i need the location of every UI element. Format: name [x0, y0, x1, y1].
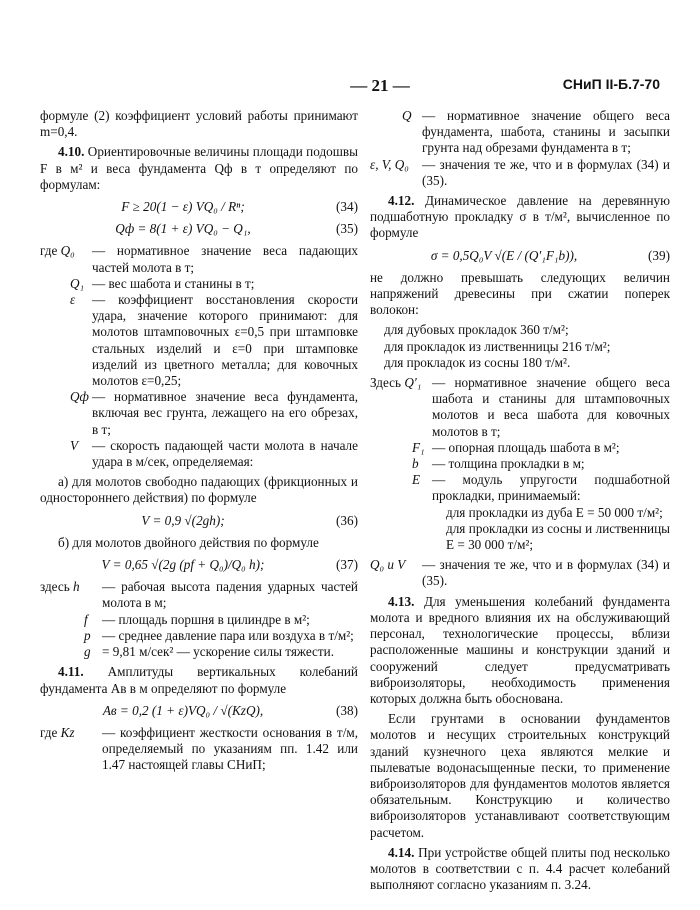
section-4-14 [370, 845, 670, 894]
page-number: — 21 — [350, 76, 410, 95]
definition-symbol: Q [402, 108, 412, 123]
definition [40, 644, 358, 660]
formula-number: (38) [336, 702, 358, 718]
definition-text: — скорость падающей части молота в начале удара в м/сек, определяемая: [92, 437, 358, 470]
paragraph: формуле (2) коэффициент условий работы принимают m=0,4. [40, 108, 358, 140]
definition [370, 375, 670, 440]
left-column [40, 108, 358, 774]
definitions-block [40, 579, 358, 660]
definition [370, 108, 670, 157]
definition-symbol: g [84, 644, 91, 660]
list-item: для прокладки из сосны и лиственницы E = 30 000 т/м²; [446, 520, 670, 553]
list-item: для прокладок из лиственницы 216 т/м²; [384, 338, 611, 354]
formula-37 [40, 557, 358, 573]
list-item-b: б) для молотов двойного действия по формуле [58, 534, 319, 550]
definition-text: — нормативное значение общего веса шабота и станины для штамповочных молотов и веса шабота для ковочных молотов в т; [432, 375, 670, 439]
where-label: Здесь [370, 375, 402, 391]
formula-36 [40, 513, 358, 529]
definition-text: — значения те же, что и в формулах (34) и (35). [422, 557, 670, 589]
definition-symbol: b [412, 456, 419, 472]
definition-text: — нормативное значение общего веса фундамента, шабота, станины и засыпки грунта над обрезами фундамента в т; [422, 108, 670, 156]
definition-symbol: F₁ [412, 439, 425, 455]
where-label: здесь [40, 579, 70, 595]
definition-symbol: ε, V, Q₀ [370, 156, 409, 172]
formula-body: σ = 0,5Q₀V √(E / (Q′₁F₁b)), [430, 247, 578, 263]
definition-symbol: f [84, 611, 88, 627]
section-number: 4.14. [388, 844, 415, 860]
definitions-block [40, 243, 358, 470]
section-4-10 [40, 144, 358, 193]
definitions-block [370, 108, 670, 189]
section-number: 4.12. [388, 193, 415, 209]
definition-text: — значения те же, что и в формулах (34) и (35). [422, 156, 670, 188]
definition-symbol: Kz [60, 724, 75, 740]
section-text: Для уменьшения колебаний фундамента молота и вредного влияния их на обслуживающий персонал, технологические процессы, вблизи расположенные машины и конструкции зданий и сооружений следует предусматривать виброизоляторы, необходимость применения которых должна быть обоснована. [370, 593, 670, 706]
definition-symbol: Q₀ [60, 243, 75, 259]
definition-symbol: Q′₁ [404, 375, 422, 391]
definition-symbol: Q₁ [70, 275, 85, 291]
formula-39 [370, 248, 670, 264]
definition [40, 438, 358, 470]
section-number: 4.13. [388, 593, 415, 609]
formula-35 [40, 221, 358, 237]
formula-body: Qф = 8(1 + ε) VQ₀ − Q₁, [115, 221, 251, 237]
definition-symbol: h [73, 579, 80, 595]
section-text: Динамическое давление на деревянную подшаботную прокладку σ в т/м², вычисленное по формуле [370, 193, 670, 241]
formula-34 [40, 199, 358, 215]
formula-number: (37) [336, 557, 358, 573]
definition [40, 612, 358, 628]
list-item: для прокладки из дуба E = 50 000 т/м²; [446, 504, 663, 520]
definition-symbol: V [70, 437, 79, 453]
paragraph: не должно превышать следующих величин напряжений древесины при сжатии поперек волокон: [370, 269, 670, 318]
paragraph: Если грунтами в основании фундаментов молотов и несущих строительных конструкций зданий кузнечного цеха являются мелкие и пылеватые водонасыщенные пески, то применение виброизоляторов для фундаментов молотов является обязательным. Конструкцию и количество виброизоляторов устанавливают соответствующим расчетом. [370, 711, 670, 840]
list-item: для дубовых прокладок 360 т/м²; [384, 322, 569, 338]
definition-text: — опорная площадь шабота в м²; [432, 439, 620, 455]
section-text: Амплитуды вертикальных колебаний фундамента Aв в м определяют по формуле [40, 664, 358, 696]
definitions-block [370, 375, 670, 590]
definition-text: — толщина прокладки в м; [432, 456, 585, 472]
document-code: СНиП II-Б.7-70 [562, 76, 660, 92]
definition-text: — вес шабота и станины в т; [92, 275, 255, 291]
stress-limits-list [370, 322, 670, 371]
definition-text: — коэффициент восстановления скорости удара, значение которого принимают: для молотов штамповочных ε=0,5 при штамповке стальных изделий и ε=0 при штамповке изделий из цветного металла; для ковочных молотов ε=0,25; [92, 292, 358, 389]
definition [40, 725, 358, 774]
definition [40, 276, 358, 292]
definition-symbol: Qф [70, 389, 89, 405]
definition-symbol: E [412, 472, 421, 488]
section-number: 4.10. [58, 144, 85, 160]
formula-body: Aв = 0,2 (1 + ε)VQ₀ / √(KzQ), [102, 702, 264, 718]
definition [370, 456, 670, 472]
definition [370, 557, 670, 589]
definition [370, 440, 670, 456]
definition [40, 628, 358, 644]
definition-symbol: Q₀ и V [370, 557, 406, 573]
page-header [40, 76, 660, 100]
formula-number: (36) [336, 512, 358, 528]
list-item: для прокладок из сосны 180 т/м². [384, 354, 571, 370]
where-label: где [40, 724, 58, 740]
right-column [370, 108, 670, 897]
definition [40, 243, 358, 275]
definition-text: — среднее давление пара или воздуха в т/м²; [102, 627, 354, 643]
section-4-13 [370, 594, 670, 707]
where-label: где [40, 243, 58, 259]
formula-number: (34) [336, 199, 358, 215]
definition-symbol: ε [70, 292, 76, 308]
section-number: 4.11. [58, 664, 84, 680]
list-item-a: а) для молотов свободно падающих (фрикционных и одностороннего действия) по формуле [40, 474, 358, 506]
definition [40, 389, 358, 438]
definition-text: — площадь поршня в цилиндре в м²; [102, 611, 310, 627]
definition-text: — нормативное значение веса фундамента, включая вес грунта, лежащего на его обрезах, в т; [92, 389, 358, 437]
definition [370, 472, 670, 504]
formula-body: F ≥ 20(1 − ε) VQ₀ / Rⁿ; [121, 199, 245, 215]
definition-text: — коэффициент жесткости основания в т/м, определяемый по указаниям пп. 1.42 или 1.47 настоящей главы СНиП; [102, 724, 358, 773]
definition [40, 579, 358, 611]
formula-38 [40, 703, 358, 719]
section-text: Ориентировочные величины площади подошвы F в м² и веса фундамента Qф в т определяют по формулам: [40, 144, 358, 192]
formula-number: (35) [336, 221, 358, 237]
formula-body: V = 0,65 √(2g (pf + Q₀)/Q₀ h); [101, 557, 265, 573]
formula-body: V = 0,9 √(2gh); [141, 512, 225, 528]
definition-symbol: p [84, 627, 91, 643]
definition-text: — нормативное значение веса падающих частей молота в т; [92, 243, 358, 275]
section-4-11 [40, 664, 358, 696]
definition [370, 157, 670, 189]
definition [40, 292, 358, 389]
section-text: При устройстве общей плиты под несколько молотов в соответствии с п. 4.4 расчет колебаний выполняют согласно указаниям п. 3.24. [370, 844, 670, 893]
definition-text: — рабочая высота падения ударных частей молота в м; [102, 579, 358, 611]
section-4-12 [370, 193, 670, 242]
formula-number: (39) [648, 247, 670, 263]
definition-text: = 9,81 м/сек² — ускорение силы тяжести. [102, 644, 335, 660]
modulus-values [370, 505, 670, 554]
definition-text: — модуль упругости подшаботной прокладки, принимаемый: [432, 472, 670, 504]
